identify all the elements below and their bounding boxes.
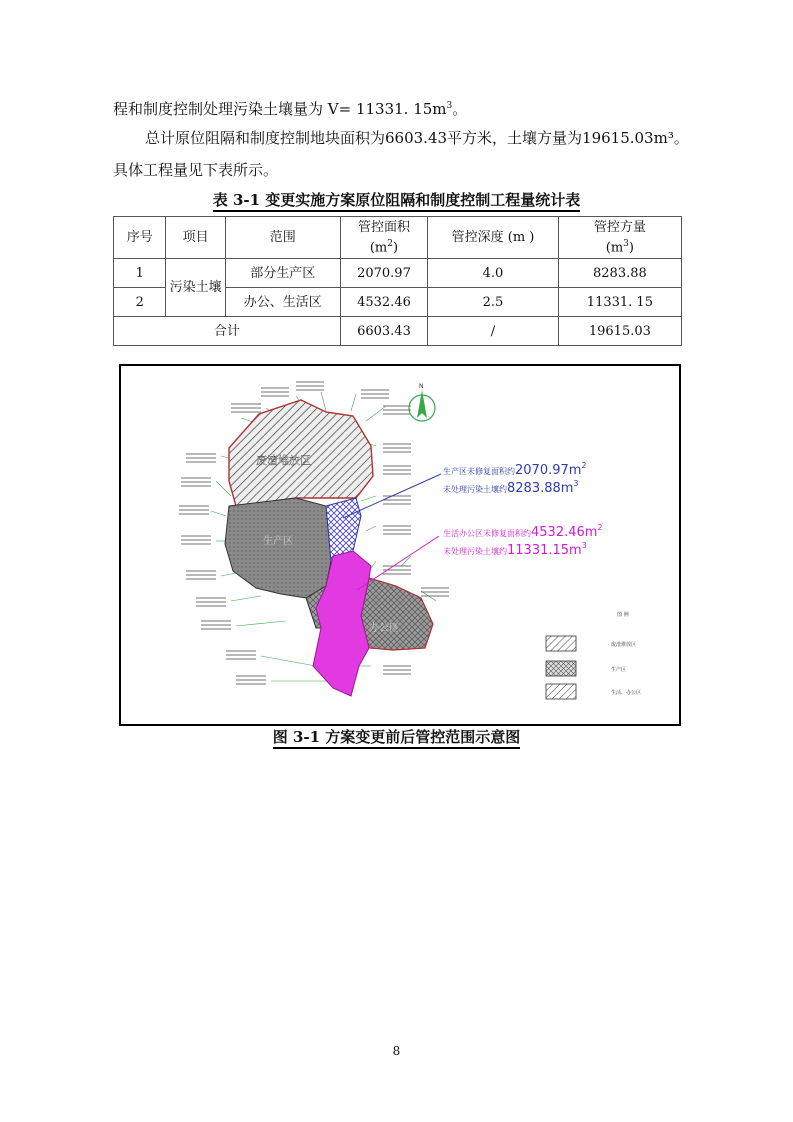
header-volume: 管控方量 $(m^3)$ [558,217,681,259]
legend-swatch-production [546,661,576,676]
table-total-row [114,317,682,346]
legend-swatch-office [546,684,576,699]
table-header-row [114,217,682,259]
cell-item: 污染土壤 [166,259,225,317]
paragraph-line-1: 程和制度控制处理污染土壤量为 V= 11331. $15m^3$。 [113,100,468,118]
page-number: 8 [392,1044,401,1058]
cell-area: 4532.46 [340,288,428,317]
north-label: N [419,383,424,390]
header-index: 序号 [114,217,166,259]
cell-depth: 4.0 [428,259,559,288]
north-arrow-icon [409,383,435,421]
cell-scope: 部分生产区 [225,259,340,288]
cell-index: 1 [114,259,166,288]
legend-title: 图 例 [617,612,629,618]
legend-swatch-waste [546,636,576,651]
cell-scope: 办公、生活区 [225,288,340,317]
zone-label-waste: 废渣堆放区 [256,454,311,467]
zone-label-office: 办公区 [369,623,399,634]
header-depth: 管控深度 (m ) [428,217,559,259]
legend-label-production: 生产区 [611,667,627,673]
total-depth: / [428,317,559,346]
header-item: 项目 [166,217,225,259]
annotation-production-line2: 未处理污染土壤约$8283.88m^3$ [443,479,579,496]
cell-index: 2 [114,288,166,317]
total-label: 合计 [114,317,341,346]
annotation-office-line2: 未处理污染土壤约$11331.15m^3$ [443,541,587,558]
zone-production [225,498,331,598]
paragraph-line-3: 具体工程量见下表所示。 [113,161,279,179]
annotation-production-line1: 生产区未修复面积约$2070.97m^2$ [443,461,587,478]
total-area: 6603.43 [340,317,428,346]
table-caption: 表 3-1 变更实施方案原位阻隔和制度控制工程量统计表 [0,189,793,210]
legend-label-waste: 废渣堆放区 [611,642,637,648]
map-legend [546,611,641,699]
total-volume: 19615.03 [558,317,681,346]
cell-area: 2070.97 [340,259,428,288]
zone-label-production: 生产区 [263,536,293,547]
header-area: 管控面积 $(m^2)$ [340,217,428,259]
cell-depth: 2.5 [428,288,559,317]
site-map [121,366,675,720]
legend-label-office: 生活、办公区 [611,690,642,696]
table-row [114,259,682,288]
leader-office [357,536,439,590]
cell-volume: 8283.88 [558,259,681,288]
zone-office-grey-right [361,578,433,650]
quantity-table [113,216,682,346]
figure-caption: 图 3-1 方案变更前后管控范围示意图 [0,726,793,747]
cell-volume: 11331. 15 [558,288,681,317]
annotation-office-line1: 生活办公区未修复面积约$4532.46m^2$ [443,523,603,540]
paragraph-line-2: 总计原位阻隔和制度控制地块面积为6603.43平方米，土壤方量为19615.03m³。 [145,129,689,147]
zone-waste-area [229,400,373,506]
site-map-figure [119,364,681,726]
header-scope: 范围 [225,217,340,259]
